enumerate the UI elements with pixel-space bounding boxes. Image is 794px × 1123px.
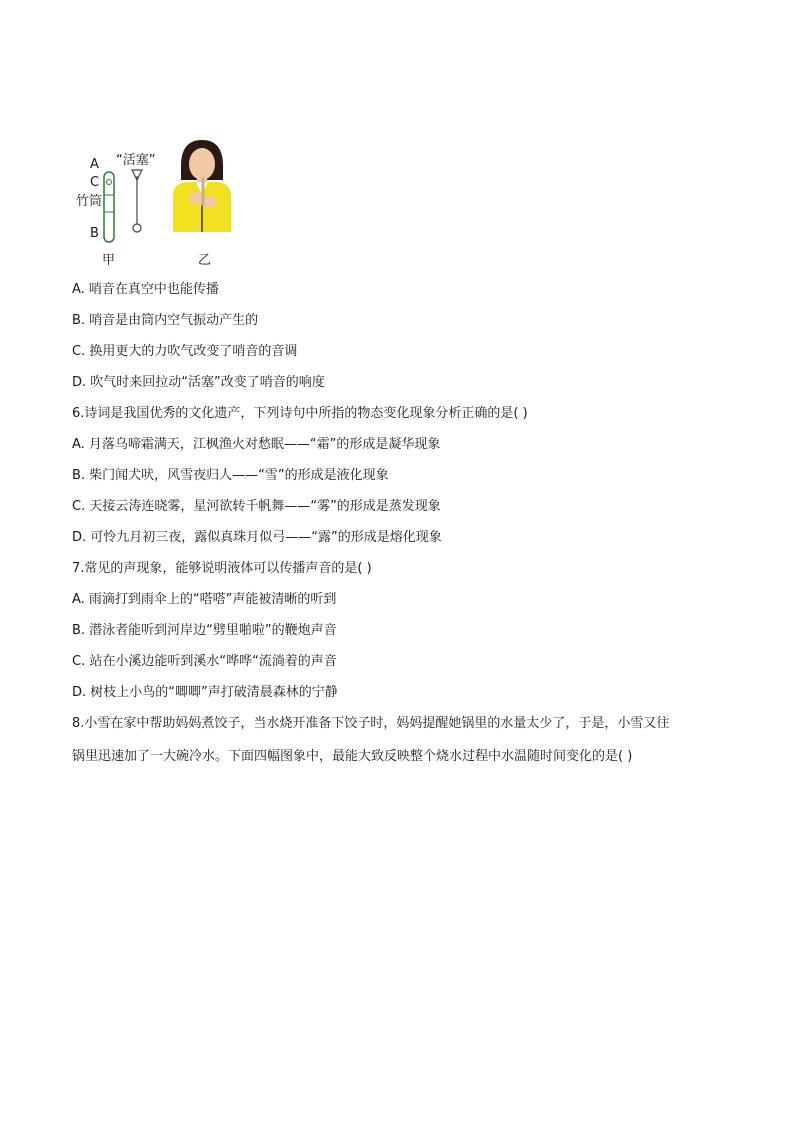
bamboo-tube xyxy=(104,172,114,242)
question-5-figure xyxy=(72,150,242,270)
piston-handle xyxy=(133,224,141,232)
label-b: B xyxy=(90,226,99,241)
q7-option-b: B. 潜泳者能听到河岸边“劈里啪啦”的鞭炮声音 xyxy=(72,623,337,638)
q8-stem-line-2: 锅里迅速加了一大碗冷水。下面四幅图象中，最能大致反映整个烧水过程中水温随时间变化的是( ) xyxy=(72,749,633,764)
q7-stem: 7.常见的声现象，能够说明液体可以传播声音的是( ) xyxy=(72,561,372,576)
label-c: C xyxy=(90,175,100,190)
q8-stem-line-1: 8.小雪在家中帮助妈妈煮饺子，当水烧开准备下饺子时，妈妈提醒她锅里的水量太少了，于是，小雪又往 xyxy=(72,716,670,731)
label-piston: “活塞” xyxy=(116,153,156,168)
blow-hole xyxy=(107,180,112,185)
q6-option-d: D. 可怜九月初三夜，露似真珠月似弓——“露”的形成是熔化现象 xyxy=(72,530,442,545)
q6-option-c: C. 天接云涛连晓雾，星河欲转千帆舞——“雾”的形成是蒸发现象 xyxy=(72,499,441,514)
q7-option-d: D. 树枝上小鸟的“唧唧”声打破清晨森林的宁静 xyxy=(72,685,338,700)
q5-option-c: C. 换用更大的力吹气改变了哨音的音调 xyxy=(72,344,298,359)
girl-playing-whistle-image xyxy=(167,136,237,232)
bamboo-whistle-diagram xyxy=(72,150,172,270)
q5-option-d: D. 吹气时来回拉动“活塞”改变了哨音的响度 xyxy=(72,375,325,390)
label-tube: 竹筒 xyxy=(76,194,103,209)
caption-jia: 甲 xyxy=(102,253,116,268)
q6-option-b: B. 柴门闻犬吠，风雪夜归人——“雪”的形成是液化现象 xyxy=(72,468,389,483)
label-a: A xyxy=(90,157,99,172)
q7-option-c: C. 站在小溪边能听到溪水“哗哗“流淌着的声音 xyxy=(72,654,337,669)
caption-yi: 乙 xyxy=(198,253,212,268)
q7-option-a: A. 雨滴打到雨伞上的“嗒嗒”声能被清晰的听到 xyxy=(72,592,337,607)
q6-stem: 6.诗词是我国优秀的文化遗产，下列诗句中所指的物态变化现象分析正确的是( ) xyxy=(72,406,528,421)
q5-option-b: B. 哨音是由筒内空气振动产生的 xyxy=(72,313,259,328)
q5-option-a: A. 哨音在真空中也能传播 xyxy=(72,282,219,297)
q6-option-a: A. 月落乌啼霜满天，江枫渔火对愁眠——“霜”的形成是凝华现象 xyxy=(72,437,441,452)
